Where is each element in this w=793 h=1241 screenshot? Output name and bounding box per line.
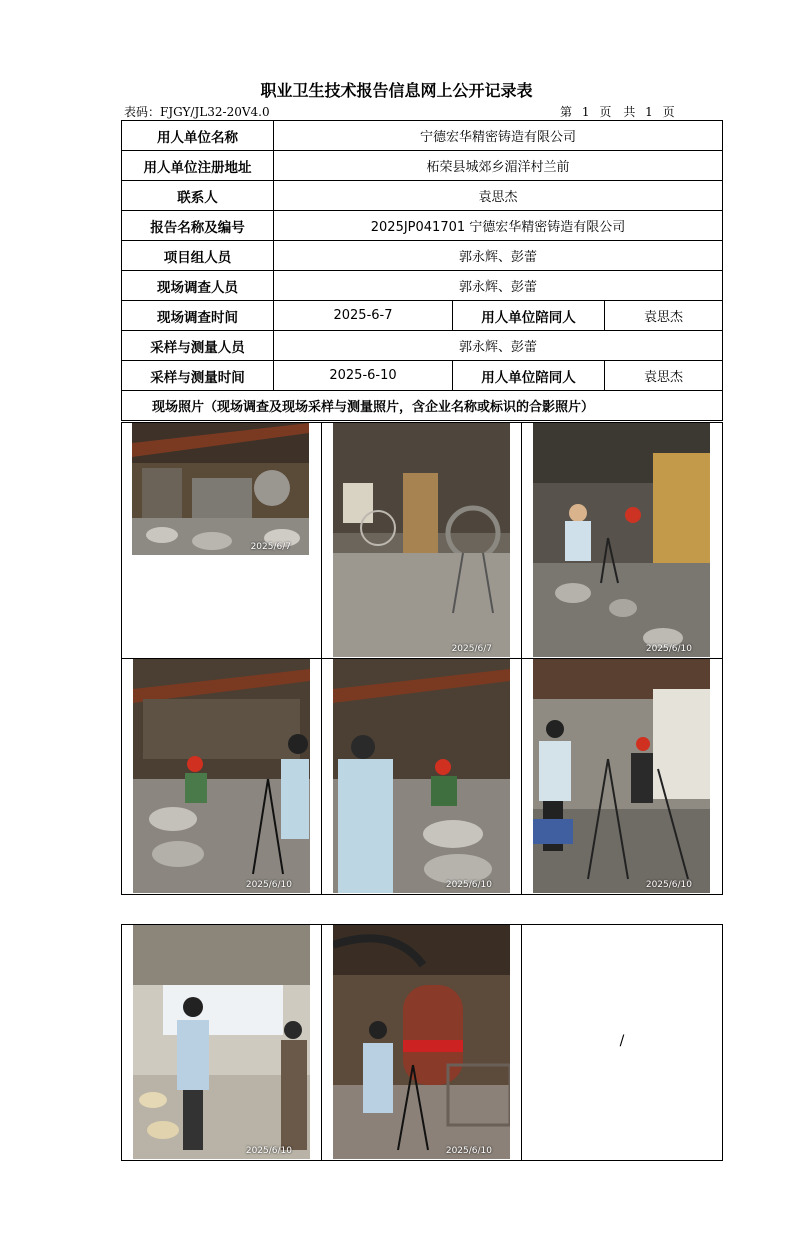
measurement-image-icon (533, 659, 710, 893)
photo-grid-2 (121, 924, 723, 1161)
report-label: 报告名称及编号 (122, 211, 274, 241)
photo-cell (122, 659, 322, 895)
sampling-time-value: 2025-6-10 (274, 361, 453, 391)
factory-photo (333, 659, 510, 893)
empty-slash: / (619, 1033, 625, 1049)
photo-grid-1 (121, 422, 723, 895)
team-label: 项目组人员 (122, 241, 274, 271)
row-contact (122, 181, 723, 211)
measurement-image-icon (133, 925, 310, 1159)
factory-photo (533, 659, 710, 893)
page-indicator (560, 103, 675, 120)
survey-time-label: 现场调查时间 (122, 301, 274, 331)
row-photos-header (122, 391, 723, 421)
row-sampling-time (122, 361, 723, 391)
sampling-time-label: 采样与测量时间 (122, 361, 274, 391)
photo-cell (322, 659, 522, 895)
row-survey-staff (122, 271, 723, 301)
photo-cell (522, 659, 723, 895)
row-sampling-staff (122, 331, 723, 361)
info-table (121, 120, 723, 421)
photo-date: 2025/6/10 (645, 880, 692, 890)
photo-cell (322, 423, 522, 659)
page-current: 1 (581, 105, 590, 119)
contact-label: 联系人 (122, 181, 274, 211)
photo-date: 2025/6/10 (445, 1146, 492, 1156)
photo-cell-empty (522, 925, 723, 1161)
survey-companion-value: 袁思杰 (605, 301, 723, 331)
photo-cell (322, 925, 522, 1161)
employer-name-value: 宁德宏华精密铸造有限公司 (274, 121, 723, 151)
photo-date: 2025/6/10 (445, 880, 492, 890)
address-label: 用人单位注册地址 (122, 151, 274, 181)
row-address (122, 151, 723, 181)
factory-photo (132, 423, 309, 555)
survey-time-value: 2025-6-7 (274, 301, 453, 331)
row-report (122, 211, 723, 241)
page-title: 职业卫生技术报告信息网上公开记录表 (260, 81, 533, 100)
row-employer-name (122, 121, 723, 151)
survey-staff-value: 郭永辉、彭蕾 (274, 271, 723, 301)
sampling-companion-label: 用人单位陪同人 (453, 361, 605, 391)
row-team (122, 241, 723, 271)
photo-date: 2025/6/7 (250, 542, 291, 552)
page-total: 1 (645, 105, 653, 119)
measurement-image-icon (533, 423, 710, 657)
measurement-image-icon (333, 925, 510, 1159)
page-suffix: 页 (662, 105, 675, 119)
survey-companion-label: 用人单位陪同人 (453, 301, 605, 331)
employer-name-label: 用人单位名称 (122, 121, 274, 151)
team-value: 郭永辉、彭蕾 (274, 241, 723, 271)
photo-cell (122, 423, 322, 659)
sampling-staff-label: 采样与测量人员 (122, 331, 274, 361)
page-prefix: 第 (560, 105, 573, 119)
photo-cell (522, 423, 723, 659)
address-value: 柘荣县城郊乡湄洋村兰前 (274, 151, 723, 181)
factory-photo (333, 423, 510, 657)
form-code: 表码：FJGY/JL32-20V4.0 (124, 105, 270, 119)
photo-cell (122, 925, 322, 1161)
factory-image-icon (132, 423, 309, 555)
photo-date: 2025/6/10 (645, 644, 692, 654)
factory-photo (333, 925, 510, 1159)
sampling-staff-value: 郭永辉、彭蕾 (274, 331, 723, 361)
factory-photo (133, 659, 310, 893)
survey-staff-label: 现场调查人员 (122, 271, 274, 301)
factory-photo (533, 423, 710, 657)
photo-date: 2025/6/10 (245, 880, 292, 890)
photo-date: 2025/6/7 (451, 644, 492, 654)
measurement-image-icon (333, 659, 510, 893)
sampling-companion-value: 袁思杰 (605, 361, 723, 391)
workshop-image-icon (333, 423, 510, 657)
page-mid: 页 共 (599, 105, 636, 119)
factory-photo (133, 925, 310, 1159)
report-value: 2025JP041701 宁德宏华精密铸造有限公司 (274, 211, 723, 241)
row-survey-time (122, 301, 723, 331)
photos-header: 现场照片（现场调查及现场采样与测量照片，含企业名称或标识的合影照片） (122, 391, 723, 421)
photo-date: 2025/6/10 (245, 1146, 292, 1156)
measurement-image-icon (133, 659, 310, 893)
contact-value: 袁思杰 (274, 181, 723, 211)
